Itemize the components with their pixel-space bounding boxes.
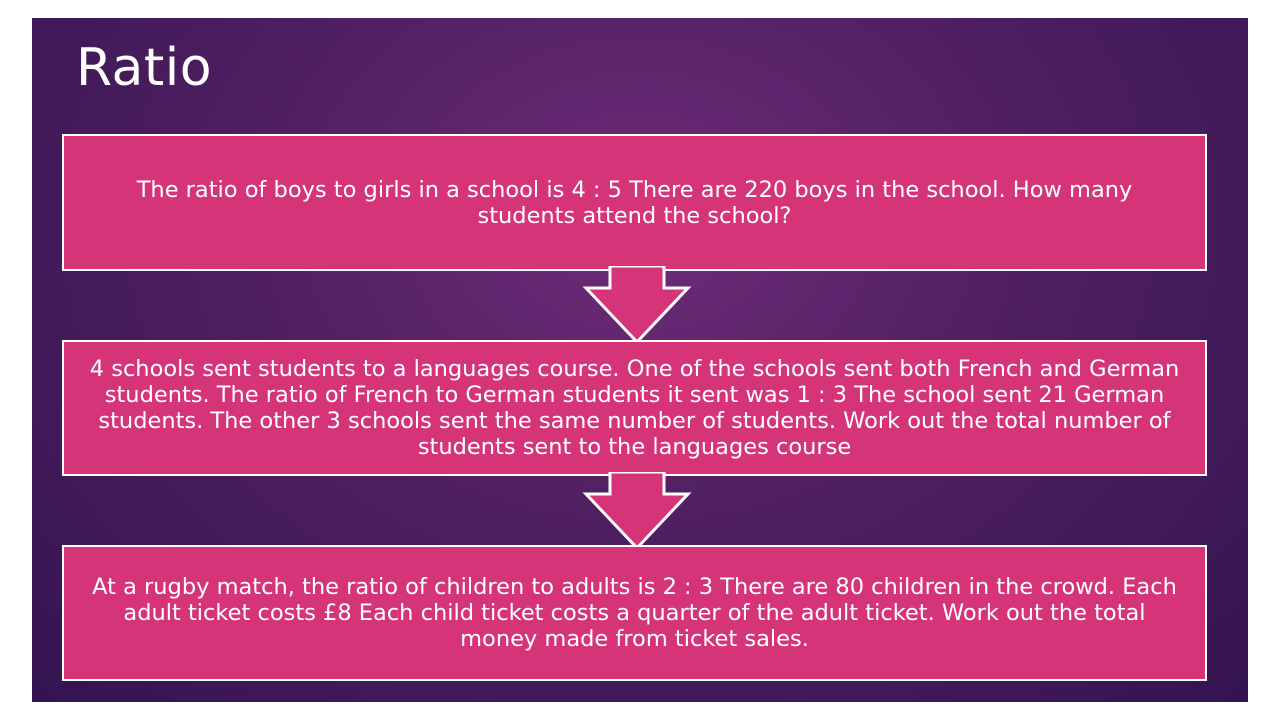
slide-title: Ratio bbox=[76, 38, 213, 98]
down-arrow-icon bbox=[582, 472, 692, 550]
question-text-3: At a rugby match, the ratio of children to adults is 2 : 3 There are 80 children in the crowd. Each adult ticket costs £8 Each child ticket costs a quarter of the adult ticket. Work out the total money made from ticket sales. bbox=[92, 574, 1177, 652]
slide bbox=[32, 18, 1248, 702]
down-arrow-icon bbox=[582, 266, 692, 344]
question-box-1 bbox=[62, 134, 1207, 271]
question-text-2: 4 schools sent students to a languages course. One of the schools sent both French and German students. The ratio of French to German students it sent was 1 : 3 The school sent 21 German students. The other 3 schools sent the same number of students. Work out the total number of students sent to the languages course bbox=[89, 356, 1180, 460]
question-box-2 bbox=[62, 340, 1207, 476]
question-text-1: The ratio of boys to girls in a school is 4 : 5 There are 220 boys in the school. How many students attend the school? bbox=[136, 176, 1133, 229]
question-box-3 bbox=[62, 545, 1207, 681]
